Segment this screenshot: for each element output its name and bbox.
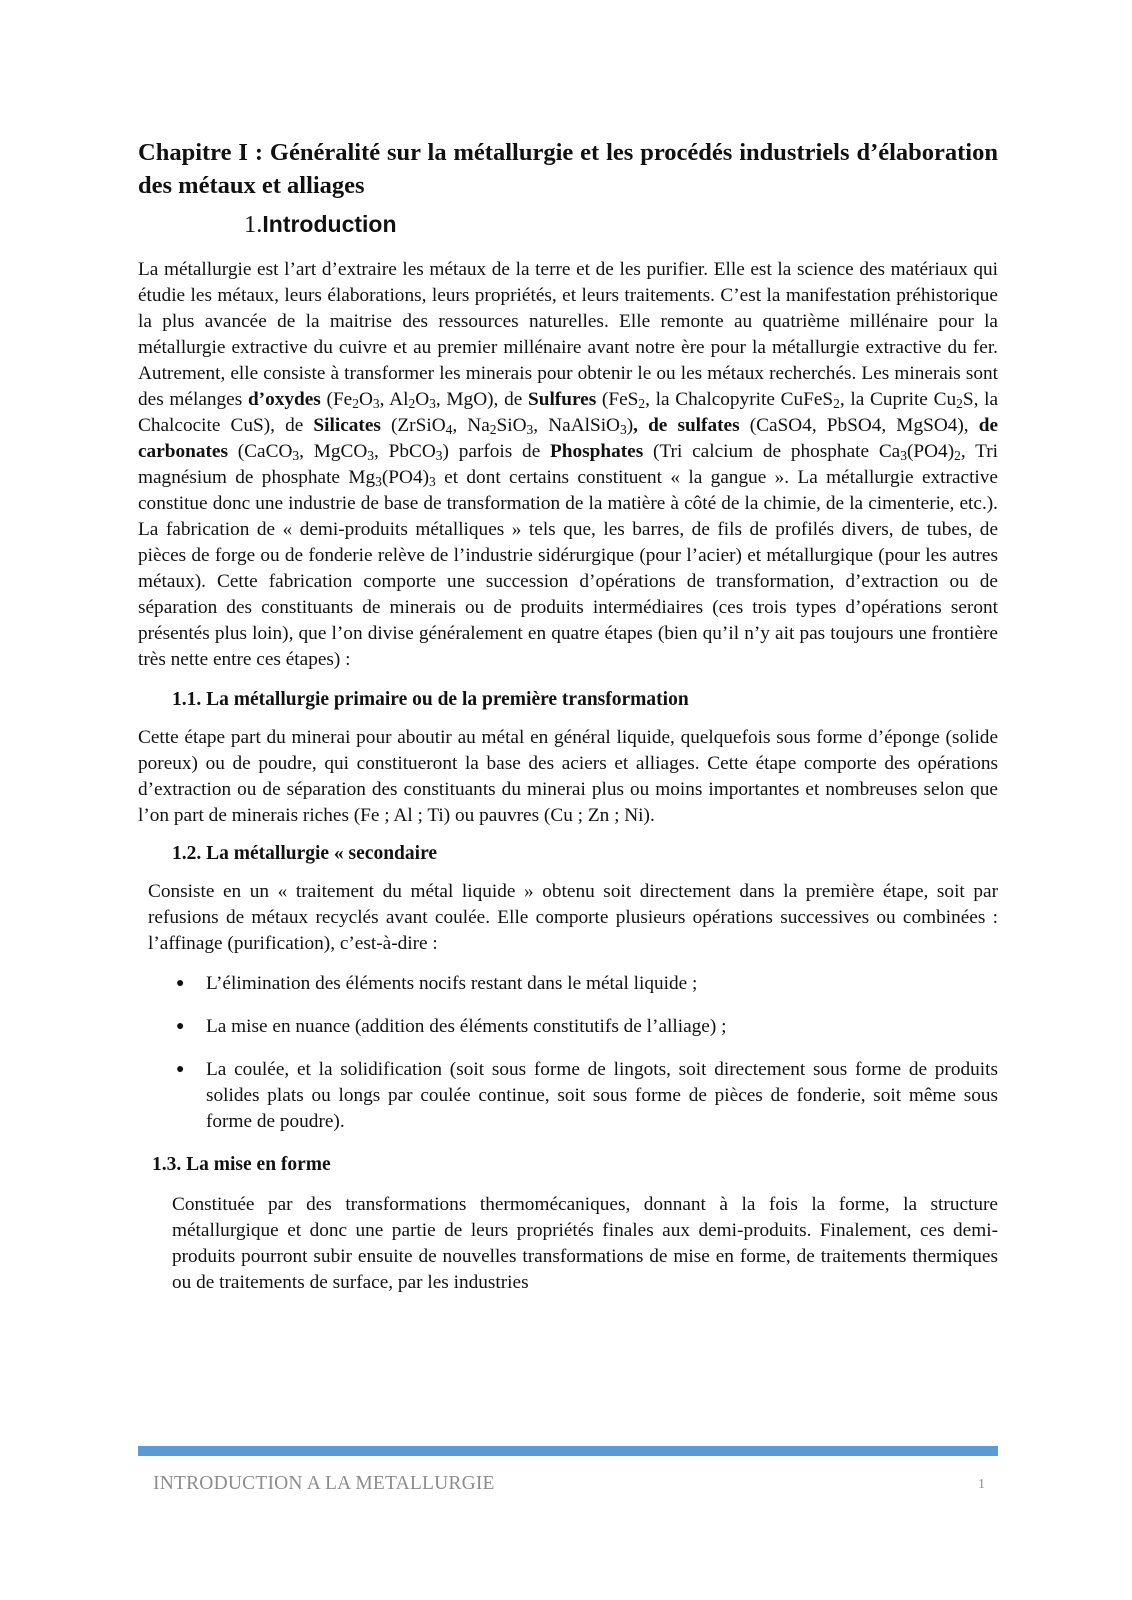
bullet-icon: ● [176,976,185,991]
subscript: 4 [445,422,453,437]
text-run: , Al [379,389,409,410]
intro-paragraph [138,257,998,673]
bold-term: Phosphates [550,441,644,462]
bold-term: Sulfures [528,389,597,410]
text-run: S, la Chalcocite CuS), de [138,389,999,436]
bold-term: d’oxydes [247,389,321,410]
text-run: , la Cuprite Cu [839,389,957,410]
bullet-icon: ● [176,1019,185,1034]
text-run: (PO4) [381,467,430,488]
subscript: 3 [900,448,907,463]
subscript: 3 [435,448,443,463]
paragraph-1-1: Cette étape part du minerai pour aboutir au métal en général liquide, quelquefois sous forme d’éponge (solide poreux) ou de poudre, qui constitueront la base des aciers et alliages. Cette étape comporte des opérations d’extraction ou de séparation des constituants du minerai plus ou moins importantes et nombreuses selon que l’on part de minerais riches (Fe ; Al ; Ti) ou pauvres (Cu ; Zn ; Ni). [138,727,998,826]
text-run: , la Chalcopyrite CuFeS [645,389,834,410]
subscript: 2 [954,448,961,463]
subscript: 3 [292,448,300,463]
text-run: , MgCO [299,441,368,462]
text-run: (FeS [596,389,639,410]
text-run: (Fe [320,389,353,410]
bold-term: , de sulfates [633,415,740,436]
footer-rule [138,1446,998,1456]
text-run: La métallurgie est l’art d’extraire les métaux de la terre et de les purifier. Elle est la science des matériaux qui étudie les métaux, leurs élaborations, leurs propriétés, et leurs traitements. C’est la manifestation préhistorique la plus avancée de la maitrise des ressources naturelles. Elle remonte au quatrième millénaire pour la métallurgie extractive du cuivre et au premier millénaire avant notre ère pour la métallurgie extractive du fer. Autrement, elle consiste à transformer les minerais pour obtenir le ou les métaux recherchés. Les minerais sont des mélanges [138,259,998,410]
subscript: 2 [489,422,497,437]
subscript: 2 [956,396,963,411]
list-item [138,1014,998,1040]
text-run: ) parfois de [442,441,551,462]
subscript: 2 [352,396,359,411]
bold-term: Silicates [313,415,381,436]
text-run: , PbCO [374,441,436,462]
list-item [138,1057,998,1135]
bold-term: de carbonates [138,415,998,462]
list-item-text: La mise en nuance (addition des éléments constitutifs de l’alliage) ; [206,1016,727,1037]
text-run: , NaAlSiO [533,415,620,436]
bullet-list [138,971,998,1135]
text-run: O [415,389,430,410]
chapter-title: Chapitre I : Généralité sur la métallurgie et les procédés industriels d’élaboration des métaux et alliages [138,139,998,199]
subscript: 2 [408,396,416,411]
subscript: 3 [619,422,627,437]
list-item-text: L’élimination des éléments nocifs restant dans le métal liquide ; [206,973,698,994]
subscript: 3 [526,422,534,437]
text-run: , Tri magnésium de phosphate Mg [138,441,998,488]
list-item [138,971,998,997]
text-run: , Na [452,415,490,436]
list-item-text: La coulée, et la solidification (soit sous forme de lingots, soit directement sous forme de produits solides plats ou longs par coulée continue, soit sous forme de pièces de fonderie, soit même sous forme de poudre). [206,1059,998,1132]
subscript: 2 [833,396,840,411]
text-run: O [358,389,373,410]
subscript: 3 [429,396,436,411]
heading-1-3: 1.3. La mise en forme [152,1154,331,1175]
footer-title: INTRODUCTION A LA METALLURGIE [153,1473,495,1494]
section-heading-introduction [244,204,998,245]
heading-1-2: 1.2. La métallurgie « secondaire [172,843,438,864]
text-run: (PO4) [906,441,955,462]
paragraph-1-2: Consiste en un « traitement du métal liquide » obtenu soit directement dans la première étape, soit par refusions de métaux recyclés avant coulée. Elle comporte plusieurs opérations successives ou combinées : l’affinage (purification), c’est-à-dire : [148,881,998,954]
subscript: 3 [372,396,380,411]
text-run: (CaCO [227,441,293,462]
text-run: (ZrSiO [380,415,446,436]
page-number: 1 [978,1477,985,1492]
subscript: 3 [429,474,436,489]
text-run: (CaSO4, PbSO4, MgSO4), [739,415,979,436]
text-run: , MgO), de [435,389,528,410]
paragraph-1-3: Constituée par des transformations thermomécaniques, donnant à la fois la forme, la structure métallurgique et donc une partie de leurs propriétés finales aux demi-produits. Finalement, ces demi-produits pourront subir ensuite de nouvelles transformations de mise en forme, de traitements thermiques ou de traitements de surface, par les industries [172,1194,998,1293]
text-run: SiO [496,415,527,436]
text-run: ) [626,415,634,436]
subscript: 2 [638,396,646,411]
subscript: 3 [367,448,375,463]
section-title: Introduction [262,211,397,237]
heading-1-1: 1.1. La métallurgie primaire ou de la première transformation [172,689,689,710]
text-run: (Tri calcium de phosphate Ca [643,441,901,462]
subscript: 3 [375,474,382,489]
bullet-icon: ● [176,1062,185,1077]
text-run: et dont certains constituent « la gangue ». La métallurgie extractive constitue donc une industrie de base de transformation de la matière à côté de la chimie, de la cimenterie, etc.). La fabrication de « demi-produits métalliques » tels que, les barres, de fils de profilés divers, de tubes, de pièces de forge ou de fonderie relève de l’industrie sidérurgique (pour l’acier) et métallurgique (pour les autres métaux). Cette fabrication comporte une succession d’opérations de transformation, d’extraction ou de séparation des constituants de minerais ou de produits intermédiaires (ces trois types d’opérations seront présentés plus loin), que l’on divise généralement en quatre étapes (bien qu’il n’y ait pas toujours une frontière très nette entre ces étapes) : [138,467,998,670]
section-number: 1. [244,211,263,238]
document-body [138,136,998,1296]
